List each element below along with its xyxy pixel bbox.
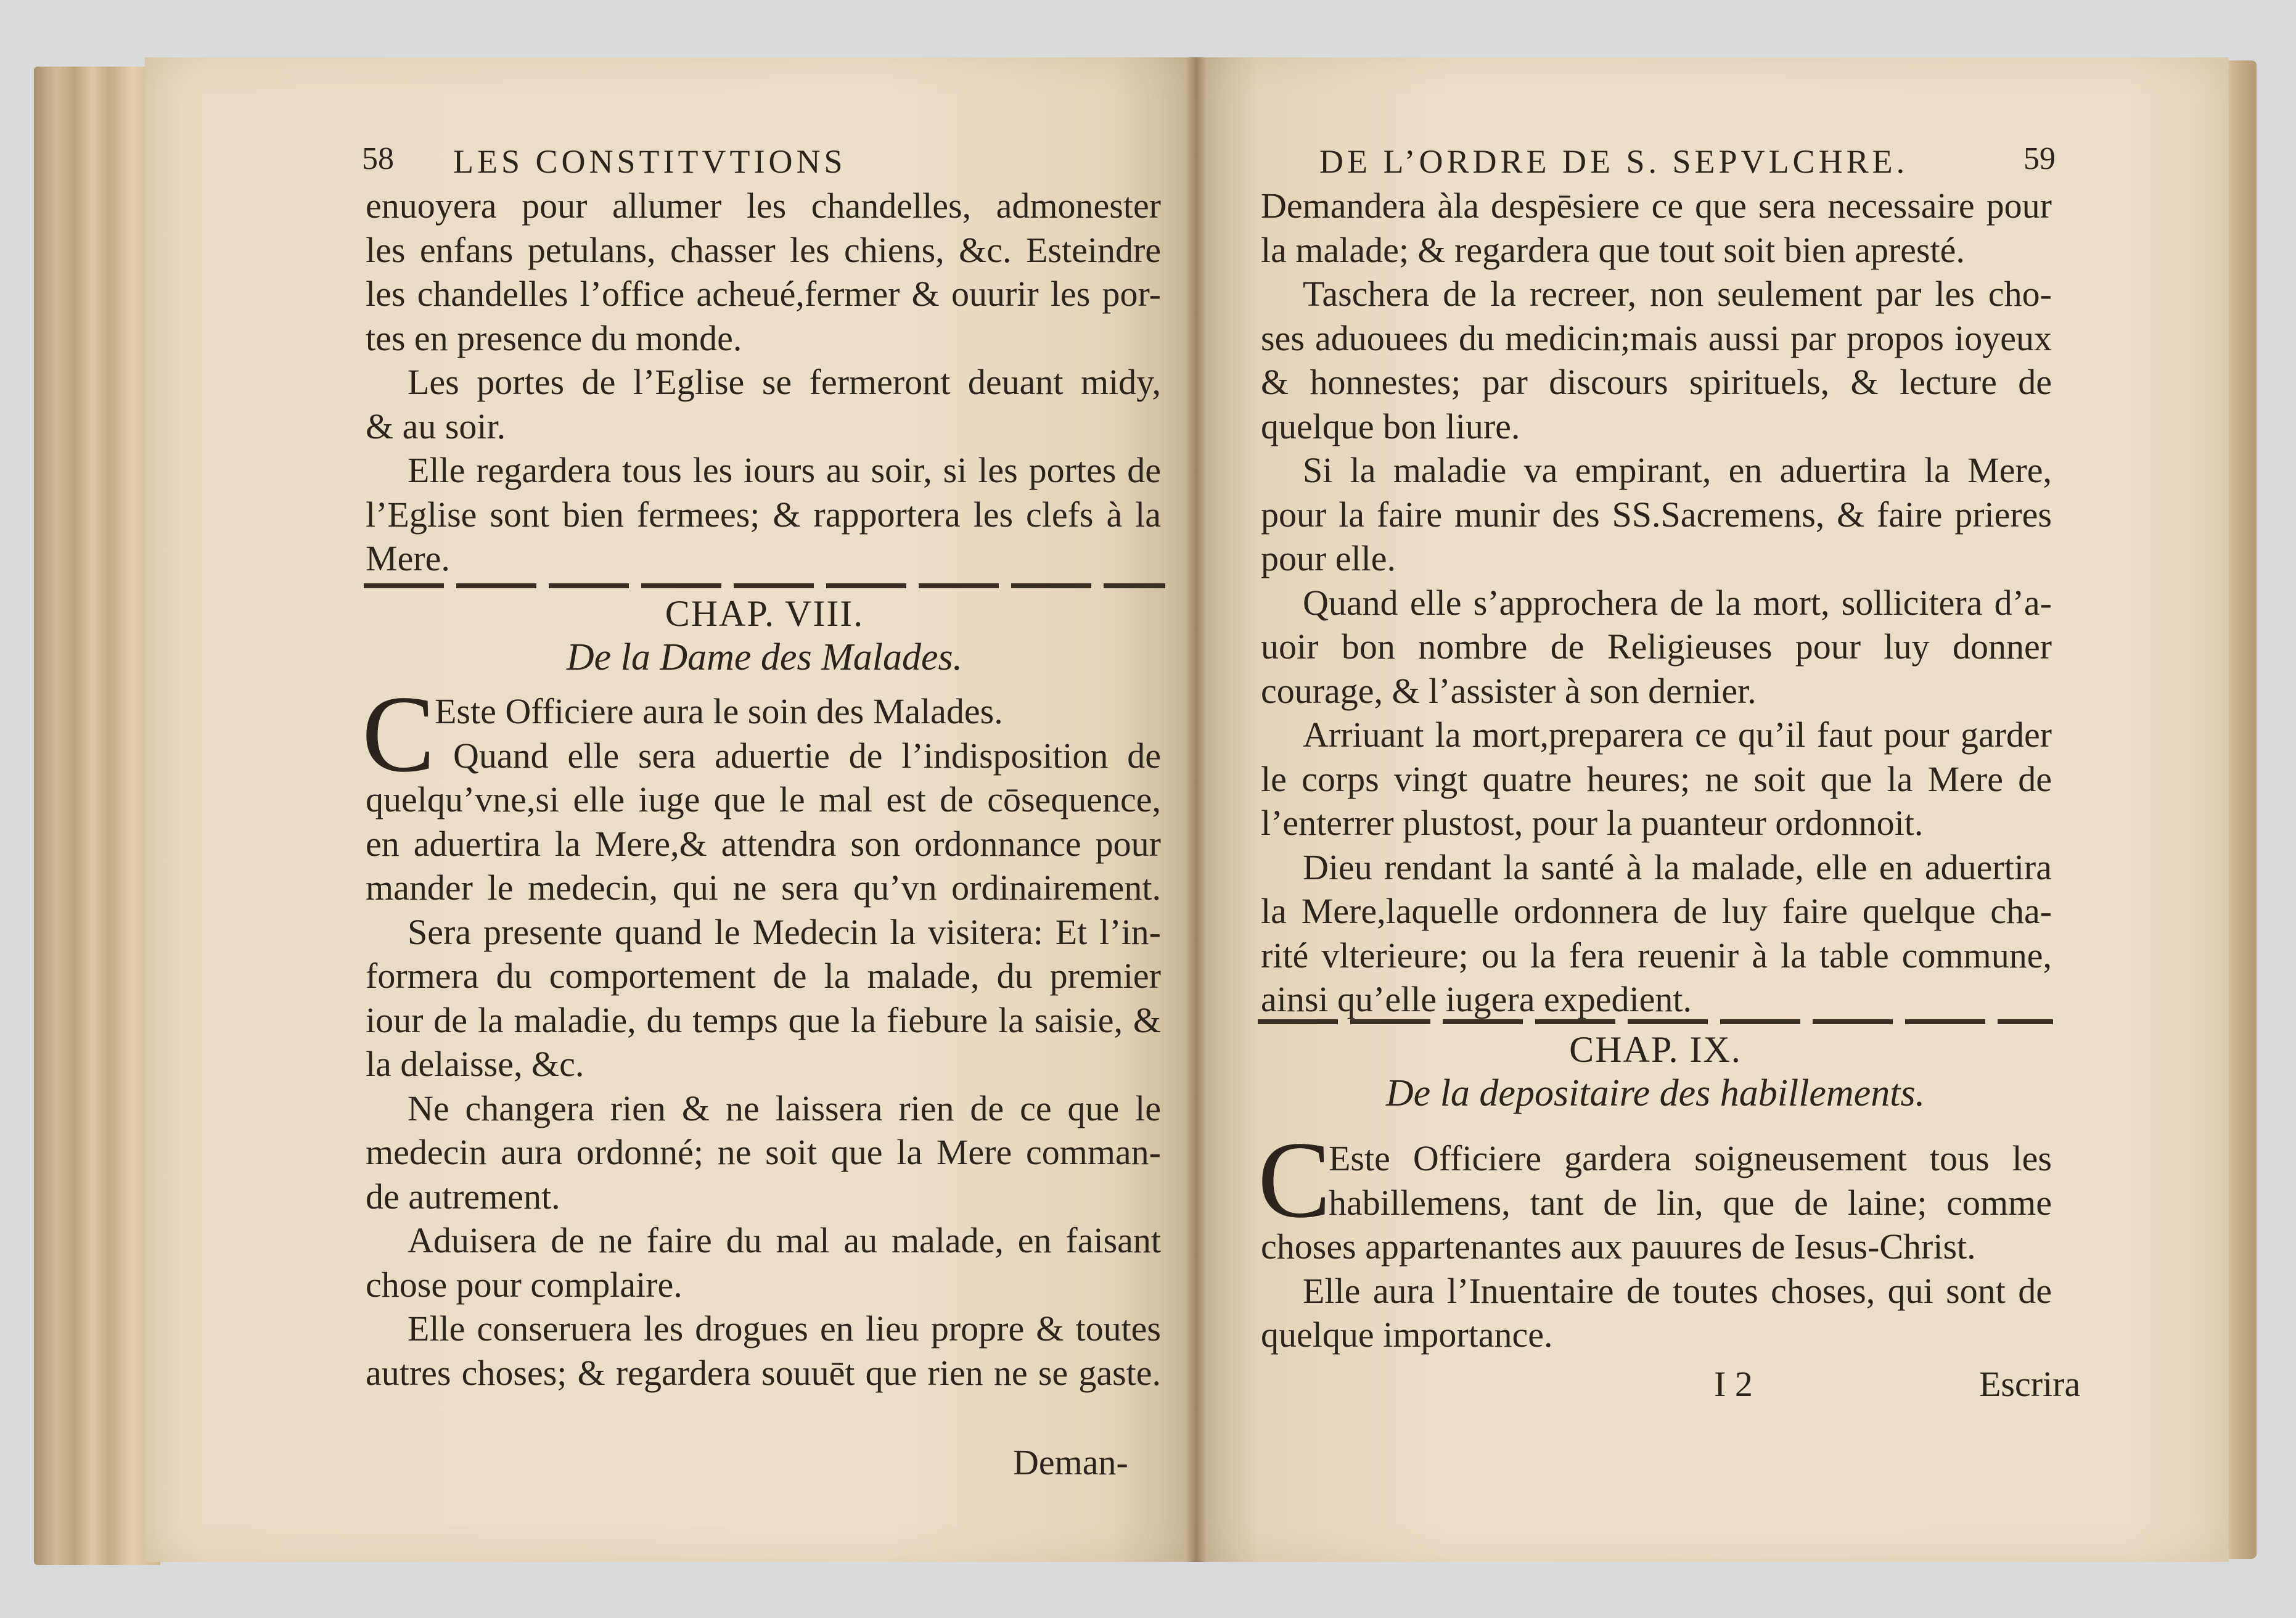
text-line: Sera presente quand le Medecin la visitera: Et l’in- (408, 911, 1161, 952)
text-line: chose pour complaire. (366, 1264, 683, 1305)
left-page-number: 58 (362, 141, 394, 176)
text-line: Elle aura l’Inuentaire de toutes choses, qui sont de (1303, 1270, 2052, 1311)
text-line: formera du comportement de la malade, du premier (366, 956, 1161, 996)
text-line: Si la maladie va empirant, en aduertira la Mere, (1303, 450, 2052, 490)
left-page (145, 57, 1196, 1562)
text-line: ainsi qu’elle iugera expedient. (1261, 979, 1692, 1019)
text-line: autres choses; & regardera souuēt que rien ne se gaste. (366, 1352, 1161, 1393)
text-line: Quand elle sera aduertie de l’indisposition de (453, 735, 1161, 776)
right-top-text (1261, 184, 2052, 1022)
book-gutter (1186, 57, 1207, 1562)
text-line: ses aduouees du medicin;mais aussi par propos ioyeux (1261, 318, 2052, 358)
right-running-head: DE L’ORDRE DE S. SEPVLCHRE. (1319, 143, 1909, 180)
text-line: en aduertira la Mere,& attendra son ordonnance pour (366, 823, 1161, 864)
text-line: pour la faire munir des SS.Sacremens, & faire prieres (1261, 494, 2052, 535)
left-running-head: LES CONSTITVTIONS (453, 143, 847, 180)
text-line: Este Officiere aura le soin des Malades. (435, 691, 1003, 731)
text-line: iour de la maladie, du temps que la fiebure la saisie, & (366, 1000, 1161, 1040)
signature-mark: I 2 (1714, 1364, 1753, 1404)
right-chapter-text (1261, 1225, 2052, 1357)
text-line: choses appartenantes aux pauures de Iesus-Christ. (1261, 1226, 1976, 1267)
text-line: enuoyera pour allumer les chandelles, admonester (366, 186, 1161, 226)
catchword: Deman- (1013, 1442, 1128, 1482)
text-line: quelque importance. (1261, 1315, 1553, 1355)
text-line: les enfans petulans, chasser les chiens, &c. Esteindre (366, 229, 1161, 270)
chapter-heading: CHAP. IX. (1569, 1029, 1742, 1070)
drop-capital: C (1258, 1119, 1331, 1241)
text-line: medecin aura ordonné; ne soit que la Mere comman- (366, 1132, 1161, 1172)
text-line: de autrement. (366, 1176, 560, 1217)
text-line: tes en presence du monde. (366, 318, 742, 358)
text-line: habillemens, tant de lin, que de laine; comme (1329, 1182, 2052, 1223)
page-edges-left (34, 67, 160, 1565)
left-chapter-first-lines (435, 689, 1161, 778)
text-line: Demandera àla despēsiere ce que sera necessaire pour (1261, 186, 2052, 226)
text-line: Les portes de l’Eglise se fermeront deuant midy, (408, 362, 1161, 402)
drop-capital: C (362, 673, 435, 795)
right-page-number: 59 (2023, 141, 2056, 176)
text-line: & honnestes; par discours spirituels, & lecture de (1261, 362, 2052, 402)
text-line: Taschera de la recreer, non seulement par les cho- (1303, 274, 2052, 314)
text-line: Quand elle s’approchera de la mort, sollicitera d’a- (1303, 582, 2052, 623)
text-line: uoir bon nombre de Religieuses pour luy donner (1261, 626, 2052, 667)
chapter-title: De la Dame des Malades. (566, 636, 963, 678)
text-line: la malade; & regardera que tout soit bien apresté. (1261, 229, 1965, 270)
text-line: pour elle. (1261, 538, 1396, 578)
left-top-text (366, 184, 1161, 581)
text-line: mander le medecin, qui ne sera qu’vn ordinairement. (366, 868, 1161, 908)
text-line: Dieu rendant la santé à la malade, elle en aduertira (1303, 847, 2052, 887)
text-line: quelque bon liure. (1261, 406, 1520, 446)
text-line: l’Eglise sont bien fermees; & rapportera les clefs à la (366, 494, 1161, 535)
text-line: Aduisera de ne faire du mal au malade, en faisant (408, 1220, 1161, 1260)
left-chapter-text (366, 778, 1161, 1395)
text-line: la Mere,laquelle ordonnera de luy faire quelque cha- (1261, 891, 2052, 931)
text-line: le corps vingt quatre heures; ne soit que la Mere de (1261, 758, 2052, 799)
text-line: Arriuant la mort,preparera ce qu’il faut pour garder (1303, 715, 2052, 755)
text-line: & au soir. (366, 406, 506, 446)
text-line: quelqu’vne,si elle iuge que le mal est de cōsequence, (366, 779, 1161, 819)
open-book (34, 54, 2257, 1580)
right-page (1196, 57, 2229, 1562)
chapter-title: De la depositaire des habillements. (1385, 1072, 1925, 1114)
chapter-divider-rule (364, 583, 1165, 588)
text-line: l’enterrer plustost, pour la puanteur ordonnoit. (1261, 803, 1924, 843)
chapter-heading: CHAP. VIII. (665, 593, 864, 634)
text-line: la delaisse, &c. (366, 1044, 584, 1084)
text-line: courage, & l’assister à son dernier. (1261, 670, 1757, 711)
text-line: Elle conseruera les drogues en lieu propre & toutes (408, 1308, 1161, 1349)
text-line: Elle regardera tous les iours au soir, si les portes de (408, 450, 1161, 490)
text-line: rité vlterieure; ou la fera reuenir à la table commune, (1261, 935, 2052, 975)
right-chapter-first-lines (1329, 1136, 2052, 1225)
text-line: les chandelles l’office acheué,fermer & ouurir les por- (366, 274, 1161, 314)
text-line: Este Officiere gardera soigneusement tous les (1329, 1138, 2052, 1178)
chapter-divider-rule (1258, 1019, 2053, 1024)
text-line: Mere. (366, 538, 450, 578)
text-line: Ne changera rien & ne laissera rien de ce que le (408, 1088, 1161, 1128)
catchword: Escrira (1979, 1364, 2081, 1404)
